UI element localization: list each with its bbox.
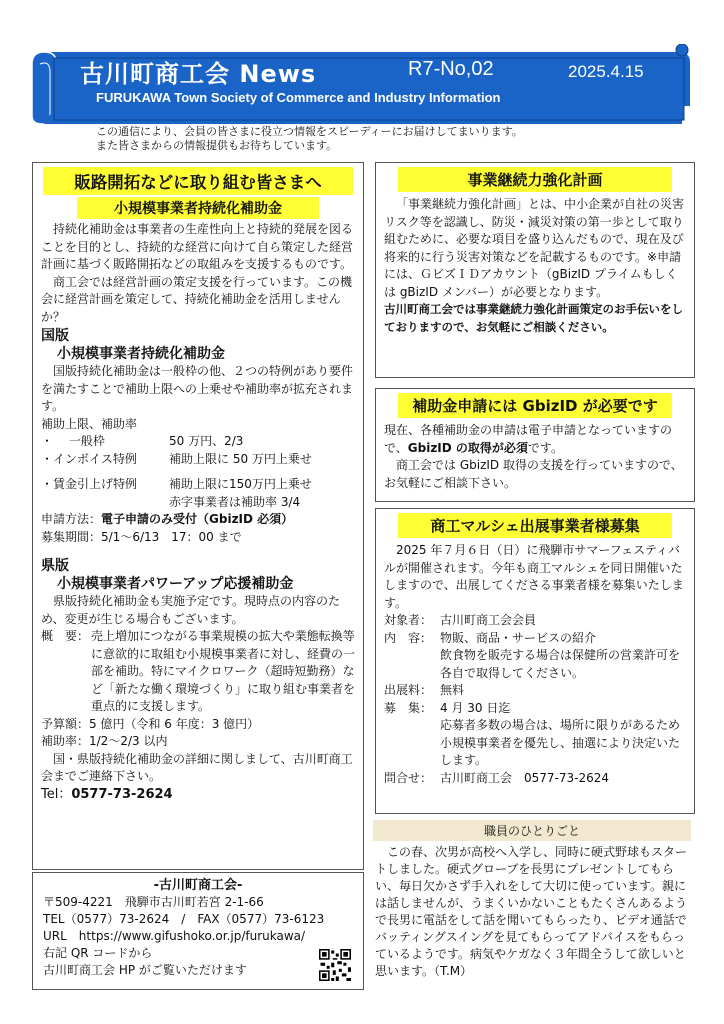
staff-column bbox=[369, 820, 695, 992]
pref-title: 小規模事業者パワーアップ応援補助金 bbox=[57, 576, 294, 592]
bcp-title: 事業継続力強化計画 bbox=[398, 167, 672, 192]
gbizid-article bbox=[375, 388, 695, 502]
limit-row-value: 補助上限に 50 万円上乗せ bbox=[169, 451, 312, 466]
issue-date: 2025.4.15 bbox=[568, 62, 644, 81]
bcp-notice: 古川町商工会では事業継続力強化計画策定のお手伝いをしておりますので、お気軽にご相談ください。 bbox=[384, 302, 683, 334]
bcp-body: 「事業継続力強化計画」とは、中小企業が自社の災害リスク等を認識し、防災・減災対策の第一歩として取り組むために、必要な項目を盛り込んだもので、現在及び将来的に行う災害対策などを記載するものです。※申請には、ＧビズＩＤアカウント（gBizID プライムもしくは gBizID メンバー）が必要となります。 bbox=[384, 197, 685, 299]
marche-fee: 出展料： 無料 bbox=[384, 683, 465, 697]
qr-caption-2: 古川町商工会 HP がご覧いただけます bbox=[43, 963, 247, 977]
office-address: 〒509-4221 飛騨市古川町若宮 2-1-66 bbox=[43, 895, 264, 909]
limit-row-key: ・賃金引上げ特例 bbox=[41, 477, 138, 491]
gbizid-paragraph-2: 商工会では GbizID 取得の支援を行っていますので、お気軽にご相談下さい。 bbox=[384, 458, 683, 490]
qr-caption-1: 右記 QR コードから bbox=[43, 946, 153, 960]
limit-row bbox=[41, 451, 355, 469]
limit-row-extra bbox=[41, 494, 355, 512]
tel-number: 0577-73-2624 bbox=[71, 786, 173, 802]
marche-content: 内 容： 物販、商品・サービスの紹介 bbox=[384, 630, 597, 645]
intro-line-1: この通信により、会員の皆さまに役立つ情報をスピーディーにお届けしてまいります。 bbox=[96, 125, 523, 138]
subsidy-rate: 補助率：1/2～2/3 以内 bbox=[41, 734, 168, 748]
office-url[interactable]: URL https://www.gifushoko.or.jp/furukawa/ bbox=[43, 929, 306, 943]
staff-column-title: 職員のひとりごと bbox=[373, 820, 691, 841]
contact-tel bbox=[41, 786, 355, 804]
bcp-article bbox=[375, 162, 695, 378]
limit-row-value: 補助上限に150万円上乗せ bbox=[169, 477, 312, 491]
limit-row bbox=[41, 433, 355, 451]
sales-headline: 販路開拓などに取り組む皆さまへ bbox=[43, 167, 353, 195]
newsletter-title: 古川町商工会 News bbox=[80, 60, 317, 88]
qr-code-icon[interactable] bbox=[319, 949, 351, 981]
gbizid-paragraph-1 bbox=[384, 422, 686, 457]
office-contact-box bbox=[32, 872, 364, 990]
limit-row-value: 50 万円、2/3 bbox=[169, 434, 244, 448]
newsletter-subtitle: FURUKAWA Town Society of Commerce and Industry Information bbox=[96, 90, 501, 105]
national-paragraph: 国版持続化補助金は一般枠の他、２つの特例があり要件を満たすことで補助上限への上乗せや補助率が拡充されます。 bbox=[41, 364, 354, 413]
marche-content-note: 飲食物を販売する場合は保健所の営業許可を各自で取得してください。 bbox=[440, 648, 681, 680]
intro-line-2: また皆さまからの情報提供もお待ちしています。 bbox=[96, 139, 338, 152]
apply-method bbox=[41, 511, 355, 529]
sales-subsidy-article bbox=[32, 162, 364, 870]
intro-text bbox=[96, 125, 523, 153]
overview-label: 概 要： bbox=[41, 629, 90, 643]
sales-paragraph-2: 商工会では経営計画の策定支援を行っています。この機会に経営計画を策定して、持続化補助金を活用しませんか？ bbox=[41, 274, 353, 324]
marche-recruit-note: 応募者多数の場合は、場所に限りがあるため小規模事業者を優先し、抽選により決定いたします。 bbox=[440, 718, 681, 767]
budget: 予算額：5 億円（令和 6 年度：3 億円） bbox=[41, 716, 260, 731]
tel-label: Tel： bbox=[41, 786, 72, 802]
pref-paragraph: 県版持続化補助金も実施予定です。現時点の内容のため、変更が生じる場合もございます。 bbox=[41, 594, 341, 626]
contact-paragraph: 国・県版持続化補助金の詳細に関しまして、古川町商工会までご連絡下さい。 bbox=[41, 751, 353, 783]
apply-value: 電子申請のみ受付（GbizID 必須） bbox=[101, 512, 294, 526]
national-label: 国版 bbox=[41, 328, 69, 344]
marche-target: 対象者： 古川町商工会会員 bbox=[384, 613, 537, 627]
marche-paragraph: 2025 年７月６日（日）に飛騨市サマーフェスティバルが開催されます。今年も商工マルシェを同日開催いたしますので、出展してくださる事業者様を募集いたします。 bbox=[384, 543, 684, 610]
marche-inquiry: 問合せ： 古川町商工会 0577-73-2624 bbox=[384, 770, 610, 785]
limit-row bbox=[41, 476, 355, 494]
staff-column-body: この春、次男が高校へ入学し、同時に硬式野球もスタートしました。硬式グローブを長男にプレゼントしてもらい、毎日欠かさず手入れをして大切に使っています。親には話しませんが、うまくいかないこともたくさんあるようで長男に電話をして話を聞いてもらったり、ビデオ通話でバッティングスイングを見てもらってアドバイスをもらっているようです。病気やケガなく３年間全うして欲しいと思います。（T.M） bbox=[375, 845, 688, 978]
issue-number: R7-No,02 bbox=[408, 58, 494, 80]
office-tel-fax: TEL（0577）73-2624 / FAX（0577）73-6123 bbox=[43, 912, 325, 926]
apply-label: 申請方法： bbox=[41, 512, 102, 526]
marche-title: 商工マルシェ出展事業者様募集 bbox=[398, 513, 672, 538]
limit-row-key: ・インボイス特例 bbox=[41, 451, 137, 466]
pref-label: 県版 bbox=[41, 558, 69, 574]
gbizid-p1c: です。 bbox=[527, 440, 563, 455]
national-title: 小規模事業者持続化補助金 bbox=[57, 346, 225, 362]
deficit-rate: 赤字事業者は補助率 3/4 bbox=[169, 494, 301, 509]
overview-text: 売上増加につながる事業規模の拡大や業態転換等に意欲的に取組む小規模事業者に対し、経費の一部を補助。特にマイクロワーク（超時短勤務）など「新たな働く環境づくり」に取り組む事業者を重点的に支援します。 bbox=[91, 629, 356, 713]
office-name: -古川町商工会- bbox=[153, 878, 243, 893]
marche-article bbox=[375, 508, 695, 814]
marche-recruit: 募 集： 4 月 30 日迄 bbox=[384, 700, 511, 715]
limit-label: 補助上限、補助率 bbox=[41, 416, 138, 431]
newsletter-banner bbox=[30, 44, 692, 126]
gbizid-title: 補助金申請には GbizID が必要です bbox=[398, 393, 672, 418]
apply-period: 募集期間：5/1～6/13 17：00 まで bbox=[41, 529, 242, 544]
overview bbox=[41, 628, 355, 716]
limit-row-key: ・ 一般枠 bbox=[41, 434, 105, 448]
gbizid-p1a: 現在、各種補助金の申請は電子申請となっていますので、 bbox=[384, 423, 673, 455]
sales-subhead: 小規模事業者持続化補助金 bbox=[77, 197, 319, 219]
gbizid-required: GbizID の取得が必須 bbox=[407, 440, 528, 455]
sales-paragraph-1: 持続化補助金は事業者の生産性向上と持続的発展を図ることを目的とし、持続的な経営に向けて自ら策定した経営計画に基づく販路開拓などの取組みを支援するものです。 bbox=[41, 222, 354, 271]
